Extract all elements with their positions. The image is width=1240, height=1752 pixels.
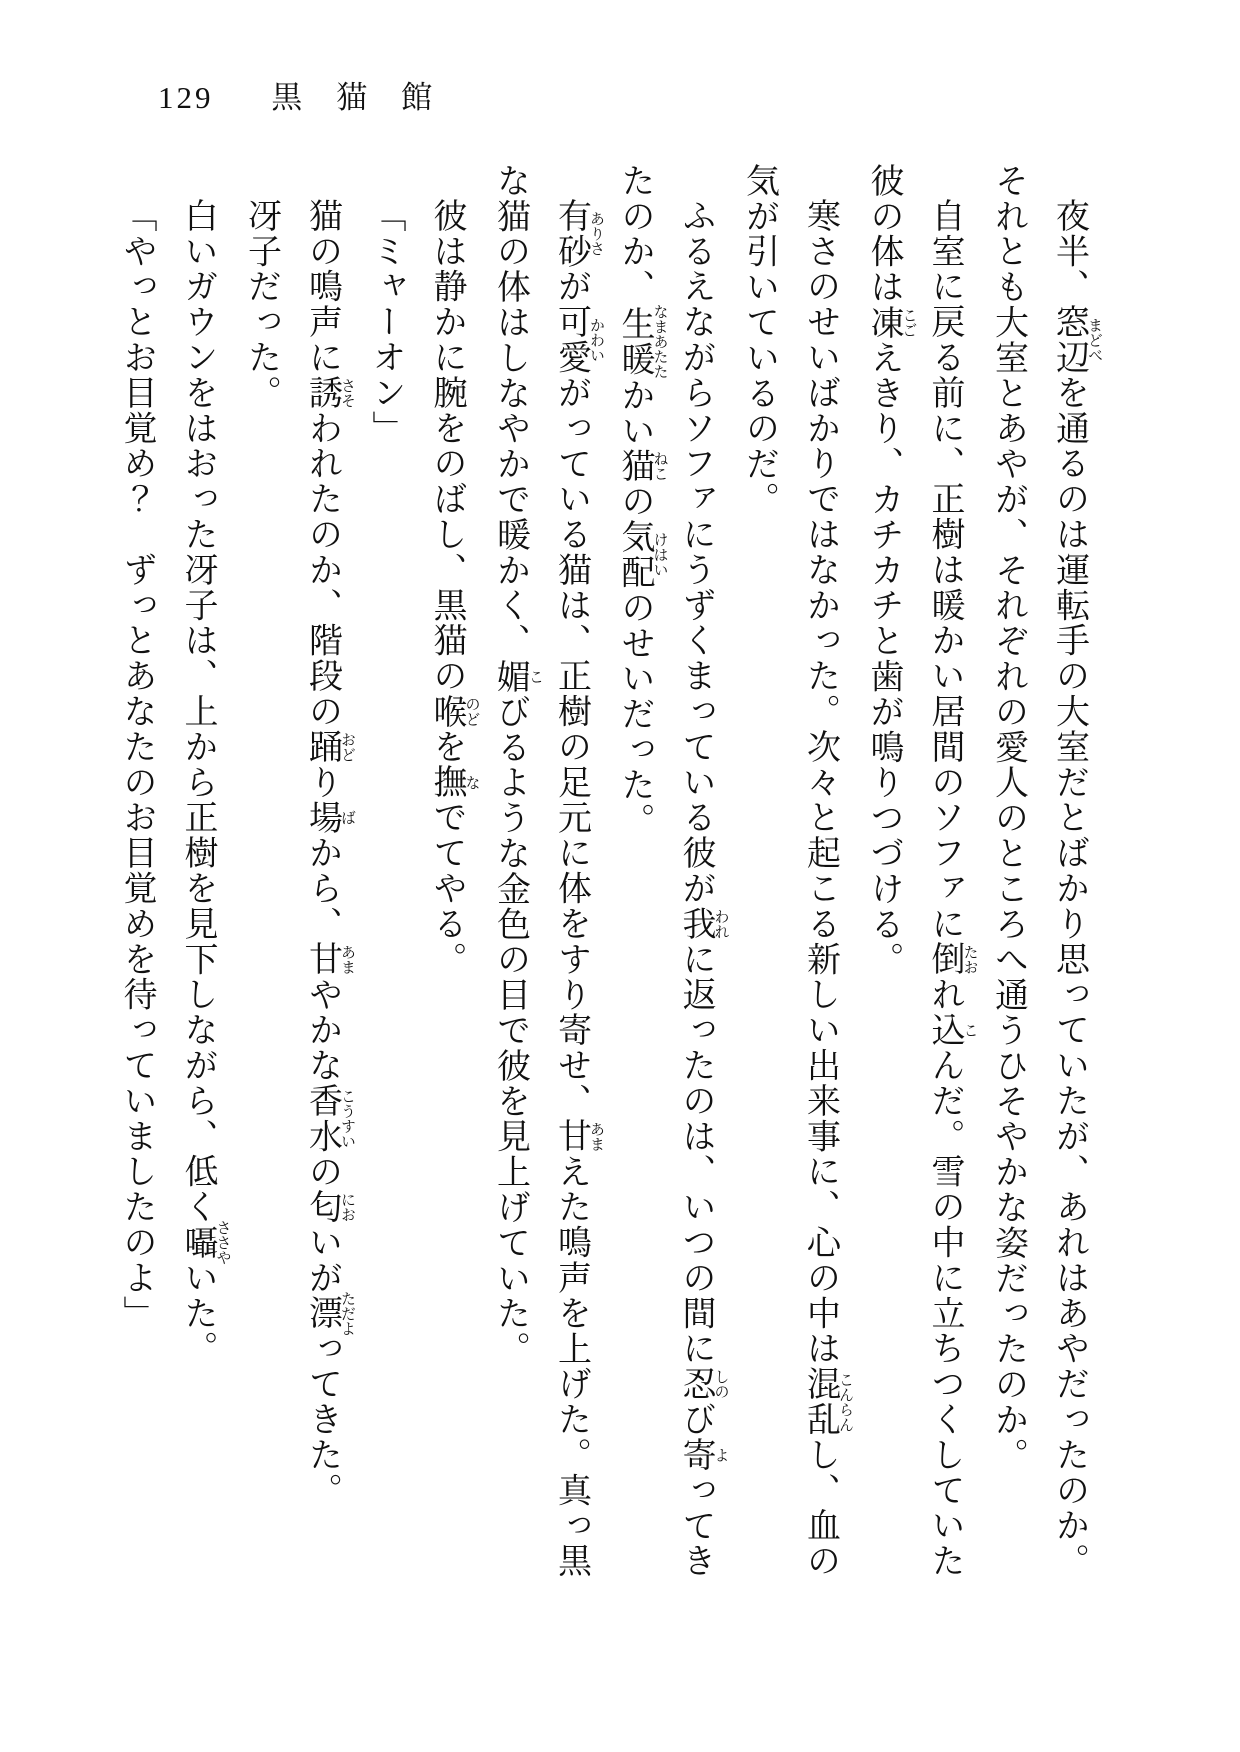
ruby-annotated-text: 香水こうすい — [303, 1083, 355, 1154]
ruby-annotated-text: 凍こご — [865, 304, 917, 341]
ruby-annotated-text: 甘あま — [552, 1118, 604, 1154]
ruby-annotated-text: 気配けはい — [616, 519, 668, 590]
ruby-annotated-text: 有砂ありさ — [552, 198, 604, 269]
paragraph: 彼は静かに腕をのばし、黒猫の喉のどを撫なでてやる。 — [428, 198, 480, 977]
paragraph: 有砂ありさが可愛かわいがっている猫は、正樹の足元に体をすり寄せ、甘あまえた鳴声を上げた。真っ黒な猫の体はしなやかで暖かく、媚こびるような金色の目で彼を見上げていた。 — [491, 163, 604, 1579]
ruby-annotated-text: 誘さそ — [303, 375, 355, 411]
ruby-annotated-text: 倒たお — [926, 941, 978, 977]
ruby-annotated-text: 寄よ — [677, 1437, 729, 1473]
paragraph: 冴子だった。 — [242, 198, 280, 411]
ruby-annotated-text: 我われ — [677, 906, 729, 942]
ruby-annotated-text: 甘あま — [303, 941, 355, 977]
paragraph: 「ミャーオン」 — [367, 198, 404, 446]
running-head — [158, 82, 466, 113]
ruby-annotated-text: 漂ただよ — [303, 1290, 355, 1336]
ruby-annotated-text: 猫ねこ — [616, 448, 668, 484]
page-number: 129 — [158, 80, 214, 115]
book-title: 黒猫館 — [271, 80, 467, 115]
ruby-annotated-text: 窓辺まどべ — [1050, 304, 1102, 376]
ruby-annotated-text: 場ば — [303, 799, 355, 836]
ruby-annotated-text: 媚こ — [491, 658, 543, 695]
paragraph: 寒さのせいばかりではなかった。次々と起こる新しい出来事に、心の中は混乱こんらんし、血の気が引いているのだ。 — [740, 163, 853, 1579]
paragraph: 猫の鳴声に誘さそわれたのか、階段の踊おどり場ばから、甘あまやかな香水こうすいの匂においが漂ただよってきた。 — [303, 198, 355, 1508]
paragraph: 「やっとお目覚め？ ずっとあなたのお目覚めを待っていましたのよ」 — [118, 198, 155, 1331]
paragraph: 夜半、窓辺まどべを通るのは運転手の大室だとばかり思っていたが、あれはあやだったのか。それとも大室とあやが、それぞれの愛人のところへ通うひそやかな姿だったのか。 — [989, 163, 1102, 1579]
ruby-annotated-text: 込こ — [926, 1012, 978, 1048]
paragraph: 自室に戻る前に、正樹は暖かい居間のソファに倒たおれ込こんだ。雪の中に立ちつくしていた彼の体は凍こごえきり、カチカチと歯が鳴りつづける。 — [865, 163, 978, 1579]
ruby-annotated-text: 喉のど — [428, 693, 480, 730]
text-block — [118, 163, 1102, 1581]
ruby-annotated-text: 囁ささや — [179, 1219, 231, 1265]
ruby-annotated-text: 可愛かわい — [552, 304, 604, 376]
ruby-annotated-text: 踊おど — [303, 729, 355, 765]
paragraph: ふるえながらソファにうずくまっている彼が我われに返ったのは、いつの間に忍しのび寄よってきたのか、生暖なまあたたかい猫ねこの気配けはいのせいだった。 — [616, 163, 729, 1579]
ruby-annotated-text: 混乱こんらん — [801, 1366, 853, 1438]
ruby-annotated-text: 生暖なまあたた — [616, 303, 668, 379]
ruby-annotated-text: 忍しの — [677, 1366, 729, 1402]
paragraph: 白いガウンをはおった冴子は、上から正樹を見下しながら、低く囁ささやいた。 — [179, 198, 231, 1367]
ruby-annotated-text: 撫な — [428, 764, 480, 800]
ruby-annotated-text: 匂にお — [303, 1189, 355, 1225]
